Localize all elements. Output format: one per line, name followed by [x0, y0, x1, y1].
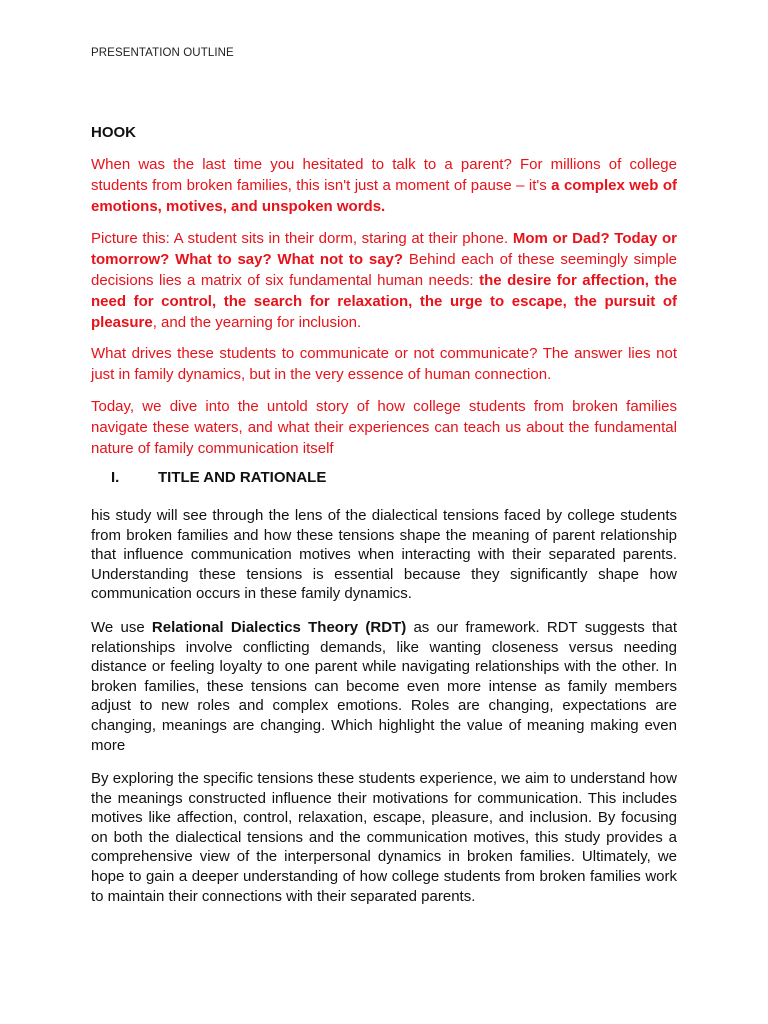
section-title: TITLE AND RATIONALE [158, 469, 327, 486]
hook-p2-bold-1: Mom or Dad? Today or tomorrow? What to say? What not to say? [91, 230, 677, 268]
hook-p1-bold: a complex web of emotions, motives, and unspoken words. [91, 177, 677, 215]
hook-p2-bold-2: the desire for affection, the need for control, the search for relaxation, the urge to escape, the pursuit of pleasure [91, 272, 677, 331]
hook-paragraph-1 [91, 154, 677, 217]
body-paragraph-3: By exploring the specific tensions these students experience, we aim to understand how the meanings constructed influence their motivations for communication. This includes motives like affection, control, relaxation, escape, pleasure, and inclusion. By focusing on both the dialectical tensions and the communication motives, this study provides a comprehensive view of the interpersonal dynamics in broken families. Ultimately, we hope to gain a deeper understanding of how college students from broken families work to maintain their connections with their separated parents. [91, 770, 677, 905]
hook-paragraph-4: Today, we dive into the untold story of how college students from broken families navigate these waters, and what their experiences can teach us about the fundamental nature of family communication itself [91, 398, 677, 457]
hook-paragraph-3: What drives these students to communicate or not communicate? The answer lies not just in family dynamics, but in the very essence of human connection. [91, 345, 677, 383]
section-number: I. [111, 469, 120, 486]
hook-paragraph-2 [91, 228, 677, 333]
body-p2-bold: Relational Dialectics Theory (RDT) [151, 619, 407, 636]
body-paragraph-1: his study will see through the lens of the dialectical tensions faced by college students from broken families and how these tensions shape the meaning of parent relationship that influence communication motives when interacting with their separated parents. Understanding these tensions is essential because they significantly shape how communication occurs in these family dynamics. [91, 507, 677, 603]
body-p2-text-2: as our framework. RDT suggests that relationships involve conflicting demands, like wanting closeness versus needing distance or feeling loyalty to one parent while navigating relationships with the other. In broken families, these tensions can become even more intense as family members adjust to new roles and complex emotions. Roles are changing, expectations are changing, meanings are changing. Which highlight the value of meaning making even more [91, 619, 677, 754]
hook-p2-text-1: Picture this: A student sits in their dorm, staring at their phone. [91, 230, 513, 247]
section-heading [91, 469, 326, 486]
page-header: PRESENTATION OUTLINE [91, 47, 234, 59]
hook-p1-text: When was the last time you hesitated to talk to a parent? For millions of college students from broken families, this isn't just a moment of pause – it's [91, 156, 677, 194]
hook-p2-text-3: , and the yearning for inclusion. [152, 314, 362, 331]
hook-p2-text-2: Behind each of these seemingly simple decisions lies a matrix of six fundamental human needs: [91, 251, 677, 289]
hook-heading: HOOK [91, 124, 136, 141]
body-paragraph-2 [91, 618, 677, 755]
body-p2-text-1: We use [91, 619, 152, 636]
